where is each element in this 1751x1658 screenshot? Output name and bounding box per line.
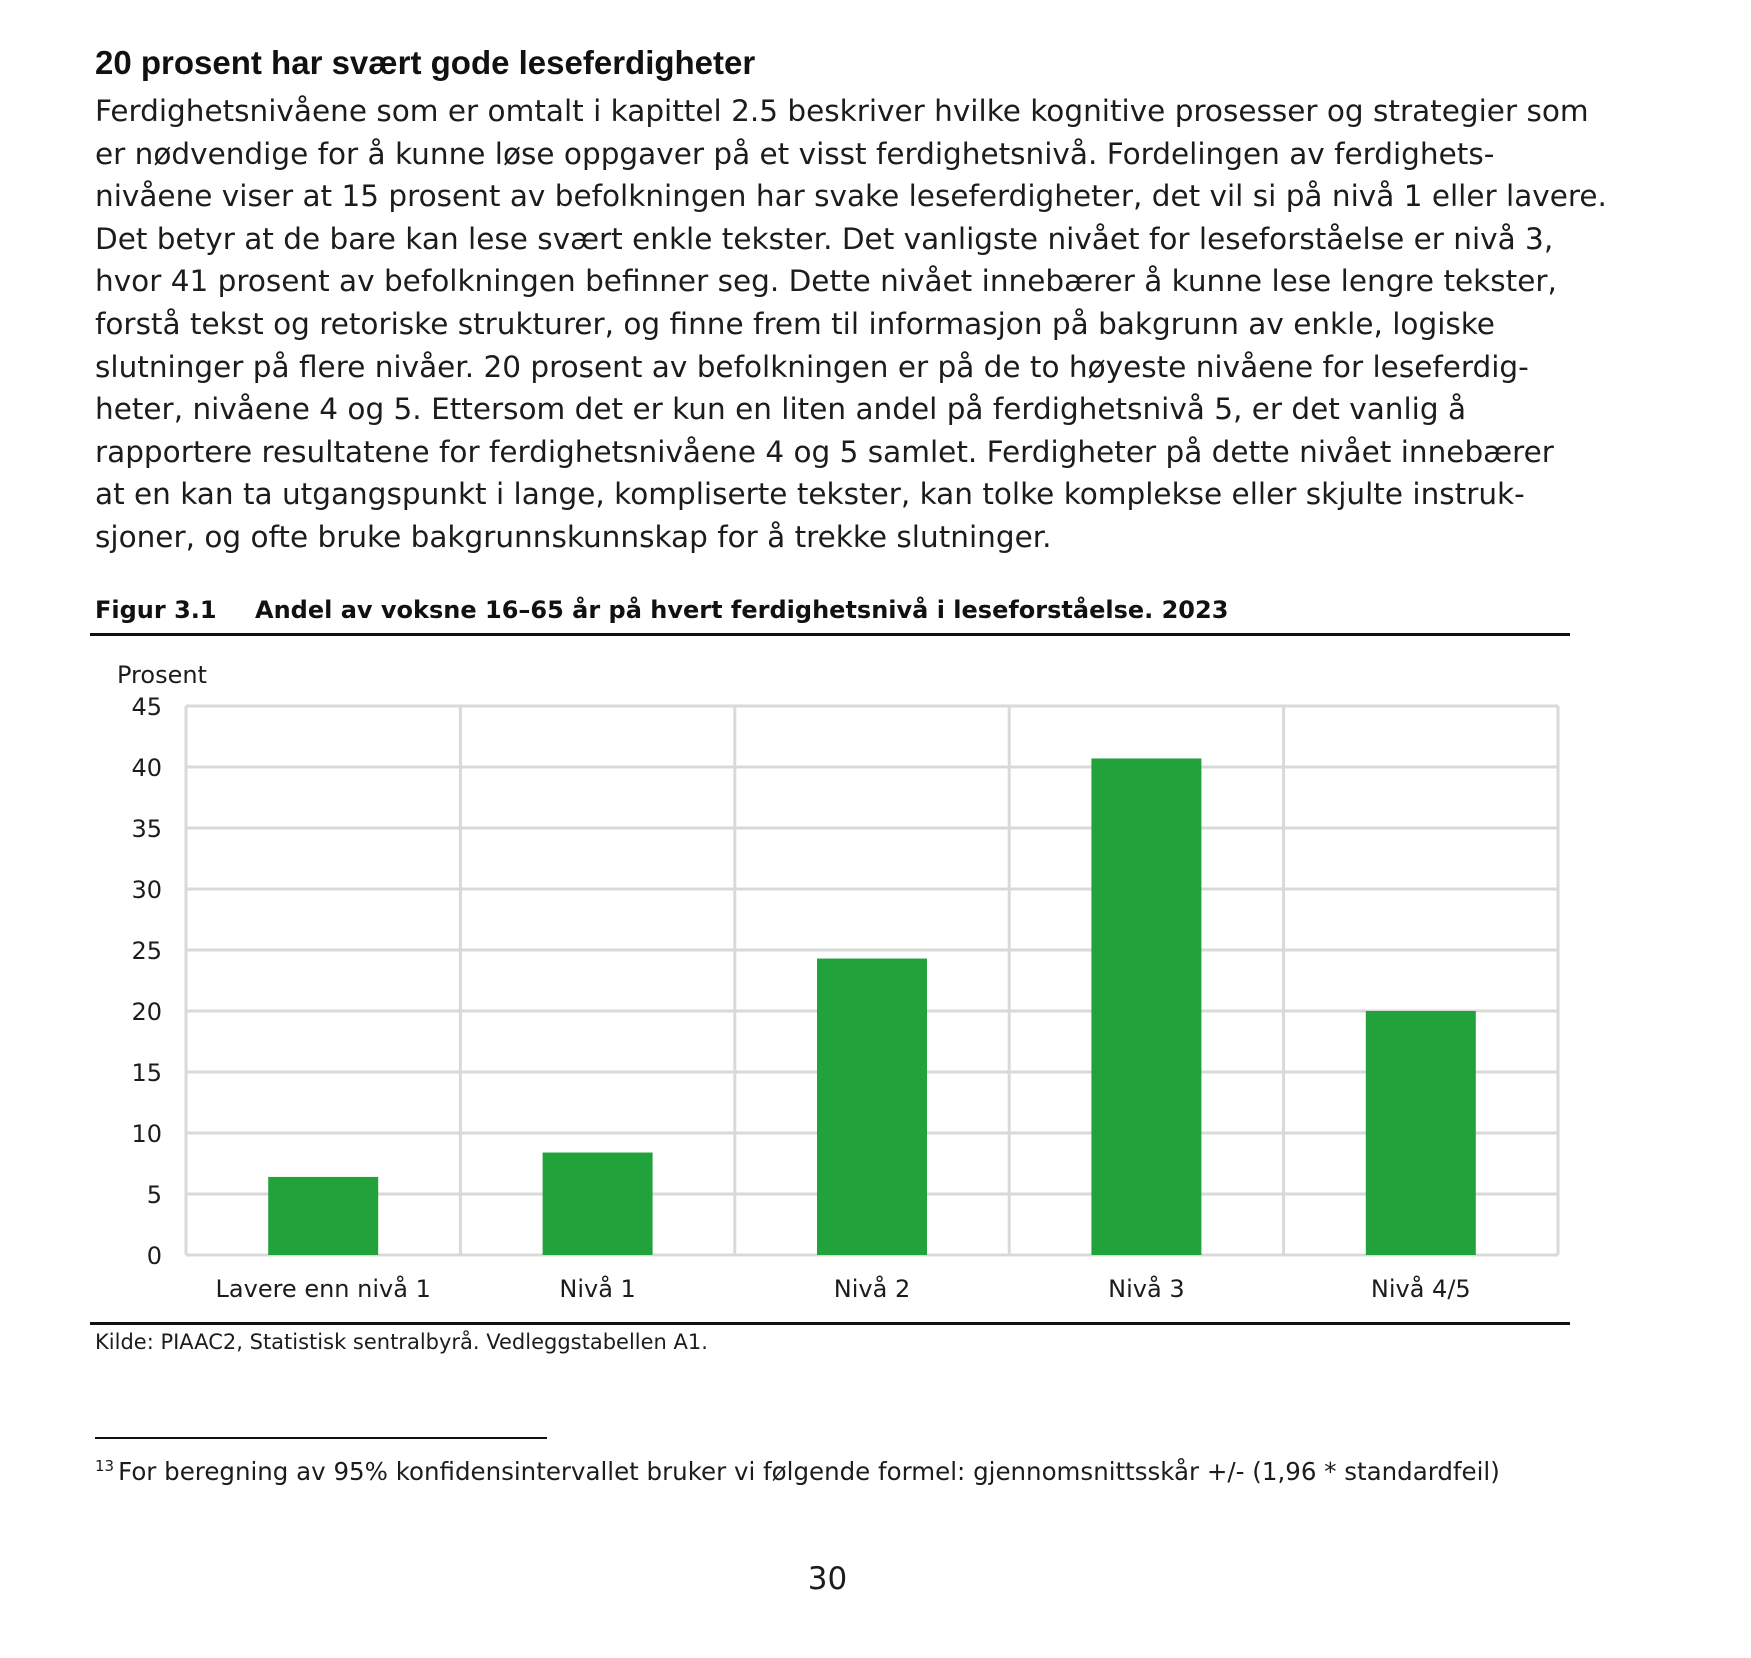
- y-tick-label: 35: [131, 815, 162, 843]
- section-heading: 20 prosent har svært gode leseferdigheter: [95, 44, 756, 81]
- bar: [1091, 758, 1201, 1255]
- x-tick-label: Lavere enn nivå 1: [215, 1275, 431, 1303]
- body-line: nivåene viser at 15 prosent av befolkningen har svake leseferdigheter, det vil si på nivå 1 eller lavere.: [95, 179, 1607, 214]
- y-tick-label: 20: [131, 998, 162, 1026]
- figure-label: Figur 3.1: [95, 596, 217, 624]
- x-axis-ticks: [216, 1274, 1471, 1303]
- x-tick-label: Nivå 4/5: [1370, 1275, 1471, 1303]
- body-line: er nødvendige for å kunne løse oppgaver på et visst ferdighetsnivå. Fordelingen av ferdighets-: [95, 136, 1495, 171]
- figure-source: Kilde: PIAAC2, Statistisk sentralbyrå. Vedleggstabellen A1.: [95, 1330, 708, 1354]
- x-tick-label: Nivå 3: [1108, 1275, 1185, 1303]
- y-tick-label: 5: [146, 1181, 162, 1209]
- y-tick-label: 40: [131, 754, 162, 782]
- y-tick-label: 30: [131, 876, 162, 904]
- body-line: Det betyr at de bare kan lese svært enkle tekster. Det vanligste nivået for leseforståelse er nivå 3,: [95, 221, 1554, 256]
- bar: [268, 1177, 378, 1255]
- y-axis-ticks: [131, 693, 162, 1270]
- y-tick-label: 15: [131, 1059, 162, 1087]
- body-line: heter, nivåene 4 og 5. Ettersom det er kun en liten andel på ferdighetsnivå 5, er det vanlig å: [95, 392, 1467, 427]
- y-axis-label: Prosent: [117, 661, 207, 689]
- figure-bottom-rule: [90, 1322, 1570, 1325]
- body-line: slutninger på flere nivåer. 20 prosent av befolkningen er på de to høyeste nivåene for leseferdig-: [95, 349, 1529, 384]
- body-line: at en kan ta utgangspunkt i lange, kompliserte tekster, kan tolke komplekse eller skjulte instruk-: [95, 477, 1525, 512]
- body-line: hvor 41 prosent av befolkningen befinner seg. Dette nivået innebærer å kunne lese lengre tekster,: [95, 264, 1557, 299]
- footnote-separator: [95, 1437, 547, 1439]
- bar: [1366, 1011, 1476, 1255]
- y-tick-label: 45: [131, 693, 162, 721]
- y-tick-label: 0: [146, 1242, 162, 1270]
- y-tick-label: 25: [131, 937, 162, 965]
- footnote-number: 13: [95, 1457, 115, 1475]
- body-line: Ferdighetsnivåene som er omtalt i kapittel 2.5 beskriver hvilke kognitive prosesser og strategier som: [95, 94, 1589, 128]
- footnote: [95, 1457, 1500, 1486]
- body-line: rapportere resultatene for ferdighetsnivåene 4 og 5 samlet. Ferdigheter på dette nivået innebærer: [95, 434, 1554, 469]
- y-tick-label: 10: [131, 1120, 162, 1148]
- figure-title: Andel av voksne 16–65 år på hvert ferdighetsnivå i leseforståelse. 2023: [255, 596, 1229, 624]
- page-number: 30: [807, 1561, 848, 1597]
- body-line: sjoner, og ofte bruke bakgrunnskunnskap for å trekke slutninger.: [95, 519, 1052, 554]
- x-tick-label: Nivå 2: [833, 1275, 911, 1303]
- bar: [543, 1153, 653, 1255]
- footnote-text: For beregning av 95% konfidensintervallet bruker vi følgende formel: gjennomsnittsskår +/- (1,96 * standardfeil): [118, 1457, 1500, 1486]
- bar: [817, 959, 927, 1255]
- x-tick-label: Nivå 1: [559, 1275, 636, 1303]
- body-line: forstå tekst og retoriske strukturer, og finne frem til informasjon på bakgrunn av enkle, logiske: [95, 306, 1495, 341]
- chart-bars: [268, 758, 1476, 1255]
